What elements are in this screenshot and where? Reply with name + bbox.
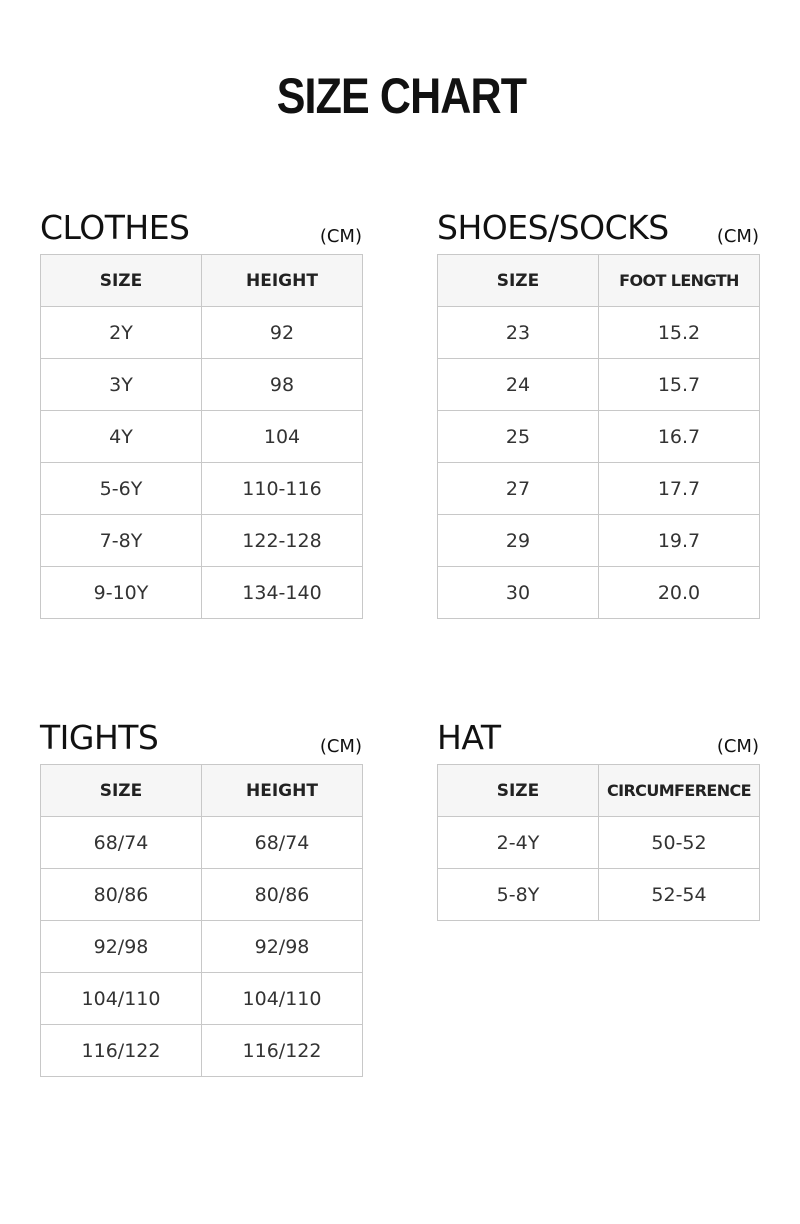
column-header: HEIGHT xyxy=(202,255,363,307)
height-cell: 98 xyxy=(202,359,363,411)
table-row xyxy=(438,567,760,619)
hat-unit: (CM) xyxy=(716,736,759,757)
shoes-section xyxy=(437,208,760,619)
table-row xyxy=(41,307,363,359)
clothes-unit: (CM) xyxy=(319,226,362,247)
table-header-row xyxy=(438,255,760,307)
column-header: SIZE xyxy=(438,255,599,307)
tights-title: TIGHTS xyxy=(40,718,159,757)
table-header-row xyxy=(41,255,363,307)
size-cell: 2Y xyxy=(41,307,202,359)
size-cell: 5-6Y xyxy=(41,463,202,515)
size-cell: 104/110 xyxy=(41,973,202,1025)
height-cell: 134-140 xyxy=(202,567,363,619)
circumference-cell: 50-52 xyxy=(599,817,760,869)
height-cell: 122-128 xyxy=(202,515,363,567)
table-row xyxy=(41,567,363,619)
size-cell: 2-4Y xyxy=(438,817,599,869)
table-row xyxy=(438,359,760,411)
circumference-cell: 52-54 xyxy=(599,869,760,921)
shoes-table xyxy=(437,254,760,619)
table-row xyxy=(438,411,760,463)
column-header: CIRCUMFERENCE xyxy=(599,765,760,817)
table-row xyxy=(438,307,760,359)
column-header: SIZE xyxy=(41,255,202,307)
hat-section xyxy=(437,718,760,921)
table-row xyxy=(41,515,363,567)
size-cell: 116/122 xyxy=(41,1025,202,1077)
table-row xyxy=(41,359,363,411)
table-row xyxy=(41,921,363,973)
table-row xyxy=(41,463,363,515)
size-cell: 4Y xyxy=(41,411,202,463)
size-cell: 23 xyxy=(438,307,599,359)
size-cell: 24 xyxy=(438,359,599,411)
height-cell: 116/122 xyxy=(202,1025,363,1077)
height-cell: 80/86 xyxy=(202,869,363,921)
clothes-section xyxy=(40,208,363,619)
table-row xyxy=(438,515,760,567)
size-cell: 7-8Y xyxy=(41,515,202,567)
table-row xyxy=(41,1025,363,1077)
table-row xyxy=(438,817,760,869)
size-cell: 5-8Y xyxy=(438,869,599,921)
foot-length-cell: 17.7 xyxy=(599,463,760,515)
foot-length-cell: 15.2 xyxy=(599,307,760,359)
table-row xyxy=(41,817,363,869)
height-cell: 92/98 xyxy=(202,921,363,973)
hat-header xyxy=(437,718,760,764)
column-header: FOOT LENGTH xyxy=(599,255,760,307)
tights-header xyxy=(40,718,363,764)
foot-length-cell: 20.0 xyxy=(599,567,760,619)
hat-title: HAT xyxy=(437,718,501,757)
foot-length-cell: 16.7 xyxy=(599,411,760,463)
size-cell: 3Y xyxy=(41,359,202,411)
foot-length-cell: 19.7 xyxy=(599,515,760,567)
clothes-table xyxy=(40,254,363,619)
table-row xyxy=(438,869,760,921)
clothes-header xyxy=(40,208,363,254)
shoes-header xyxy=(437,208,760,254)
size-cell: 80/86 xyxy=(41,869,202,921)
table-row xyxy=(41,973,363,1025)
column-header: HEIGHT xyxy=(202,765,363,817)
size-cell: 92/98 xyxy=(41,921,202,973)
size-cell: 9-10Y xyxy=(41,567,202,619)
height-cell: 92 xyxy=(202,307,363,359)
table-row xyxy=(41,411,363,463)
height-cell: 110-116 xyxy=(202,463,363,515)
column-header: SIZE xyxy=(41,765,202,817)
size-cell: 29 xyxy=(438,515,599,567)
page-title: SIZE CHART xyxy=(276,68,527,124)
column-header: SIZE xyxy=(438,765,599,817)
size-cell: 68/74 xyxy=(41,817,202,869)
hat-table xyxy=(437,764,760,921)
table-row xyxy=(438,463,760,515)
table-header-row xyxy=(438,765,760,817)
tights-unit: (CM) xyxy=(319,736,362,757)
tights-table xyxy=(40,764,363,1077)
height-cell: 104/110 xyxy=(202,973,363,1025)
shoes-title: SHOES/SOCKS xyxy=(437,208,669,247)
size-cell: 30 xyxy=(438,567,599,619)
height-cell: 68/74 xyxy=(202,817,363,869)
height-cell: 104 xyxy=(202,411,363,463)
tights-section xyxy=(40,718,363,1077)
clothes-title: CLOTHES xyxy=(40,208,190,247)
size-cell: 25 xyxy=(438,411,599,463)
table-header-row xyxy=(41,765,363,817)
foot-length-cell: 15.7 xyxy=(599,359,760,411)
shoes-unit: (CM) xyxy=(716,226,759,247)
size-cell: 27 xyxy=(438,463,599,515)
table-row xyxy=(41,869,363,921)
